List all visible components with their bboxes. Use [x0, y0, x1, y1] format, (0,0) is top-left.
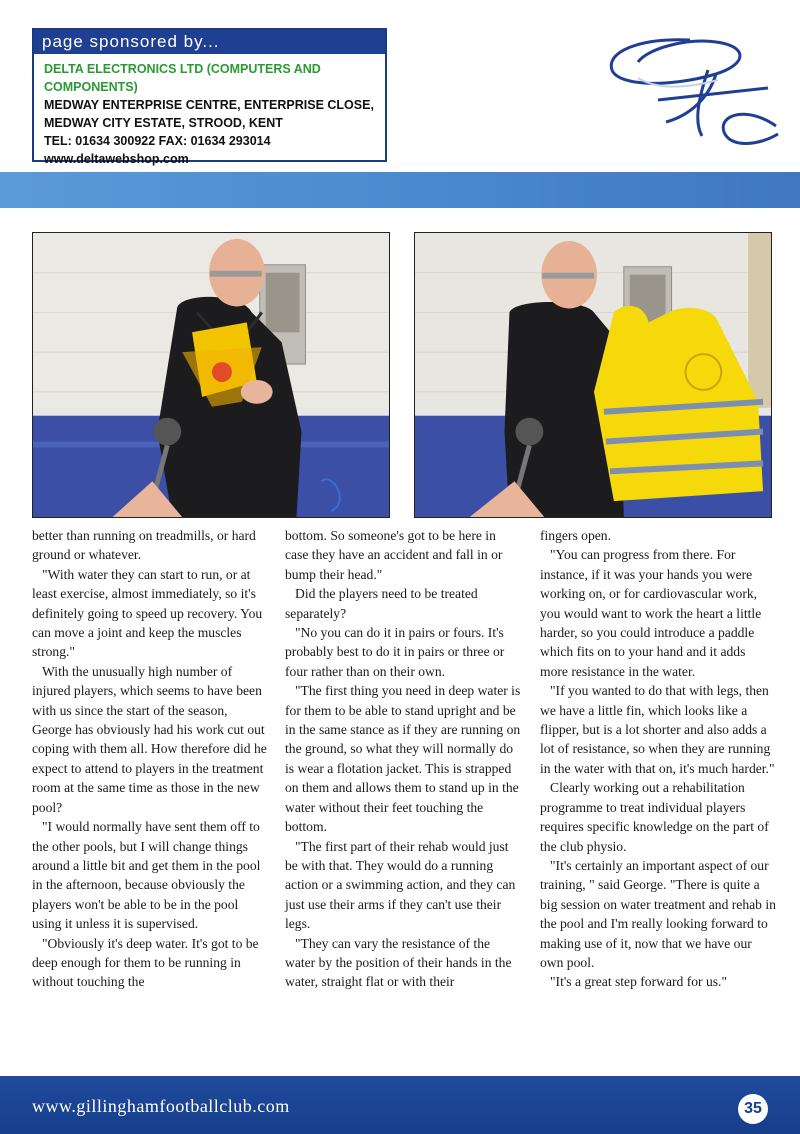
paragraph: Did the players need to be treated separately?	[285, 586, 478, 621]
paragraph: "I would normally have sent them off to the other pools, but I will change things around a little bit and get them in the pool in the afternoon, because obviously the players won't be able to be in the pool using it unless it is supervised.	[32, 819, 261, 932]
paragraph: "Obviously it's deep water. It's got to be deep enough for them to be running in without touching the	[32, 935, 259, 990]
paragraph: With the unusually high number of injured players, which seems to have been with us since the start of the season, George has obviously had his work cut out coping with them all. How therefore did he expect to attend to players in the treatment room at the same time as those in the new pool?	[32, 663, 267, 815]
article-column-2	[285, 526, 521, 992]
header-band	[0, 172, 800, 208]
footer-website-link[interactable]: www.gillinghamfootballclub.com	[32, 1096, 290, 1116]
article-column-3	[540, 526, 776, 992]
sponsor-website[interactable]: www.deltawebshop.com	[44, 152, 189, 166]
paragraph: "No you can do it in pairs or fours. It's probably best to do it in pairs or three or four rather than on their own.	[285, 625, 505, 679]
paragraph: "It's certainly an important aspect of our training, " said George. "There is quite a big session on water treatment and rehab in the pool and I'm really looking forward to making use of it, now that we have our own pool.	[540, 857, 776, 970]
sponsor-company: DELTA ELECTRONICS LTD (COMPUTERS AND COMPONENTS)	[44, 62, 321, 94]
sponsor-address-line1: MEDWAY ENTERPRISE CENTRE, ENTERPRISE CLOSE,	[44, 98, 374, 112]
paragraph: "The first part of their rehab would just be with that. They would do a running action or a swimming action, and they can just use their arms if they can't use their legs.	[285, 838, 516, 932]
footer-band	[0, 1076, 800, 1134]
sponsor-phone: TEL: 01634 300922 FAX: 01634 293014	[44, 134, 271, 148]
gfc-monogram-icon	[598, 30, 783, 155]
page-number-badge: 35	[738, 1094, 768, 1124]
paragraph: "You can progress from there. For instance, if it was your hands you were working on, or for cardiovascular work, you would want to work the heart a little harder, so you could introduce a paddle which fits on to your hand and it adds more resistance in the water.	[540, 547, 762, 679]
sponsor-details	[34, 54, 385, 168]
sponsor-header: page sponsored by...	[34, 30, 385, 54]
article-column-1	[32, 526, 268, 992]
paragraph: better than running on treadmills, or hard ground or whatever.	[32, 528, 256, 563]
photo-physio-with-paddle	[32, 232, 390, 518]
sponsor-box	[32, 28, 387, 166]
paragraph: "The first thing you need in deep water is for them to be able to stand upright and be in the same stance as if they are running on the ground, so what they will normally do is wear a flotation jacket. This is strapped on them and allows them to stand up in the water without their feet touching the bottom.	[285, 683, 521, 835]
paragraph: "With water they can start to run, or at least exercise, almost immediately, so it's definitely going to speed up recovery. You can move a joint and keep the muscles strong."	[32, 566, 263, 660]
paragraph: fingers open.	[540, 528, 611, 543]
photo-physio-with-flotation-jacket	[414, 232, 772, 518]
sponsor-address-line2: MEDWAY CITY ESTATE, STROOD, KENT	[44, 116, 283, 130]
paragraph: "They can vary the resistance of the water by the position of their hands in the water, straight flat or with their	[285, 935, 512, 990]
paragraph: bottom. So someone's got to be here in case they have an accident and fall in or bump their head."	[285, 528, 503, 582]
paragraph: "If you wanted to do that with legs, then we have a little fin, which looks like a flipper, but is a lot shorter and also adds a lot of resistance, so when they are running in the water with that on, it's much harder."	[540, 683, 775, 776]
paragraph: "It's a great step forward for us."	[550, 974, 727, 990]
paragraph: Clearly working out a rehabilitation programme to treat individual players requires specific knowledge on the part of the club physio.	[540, 780, 769, 854]
